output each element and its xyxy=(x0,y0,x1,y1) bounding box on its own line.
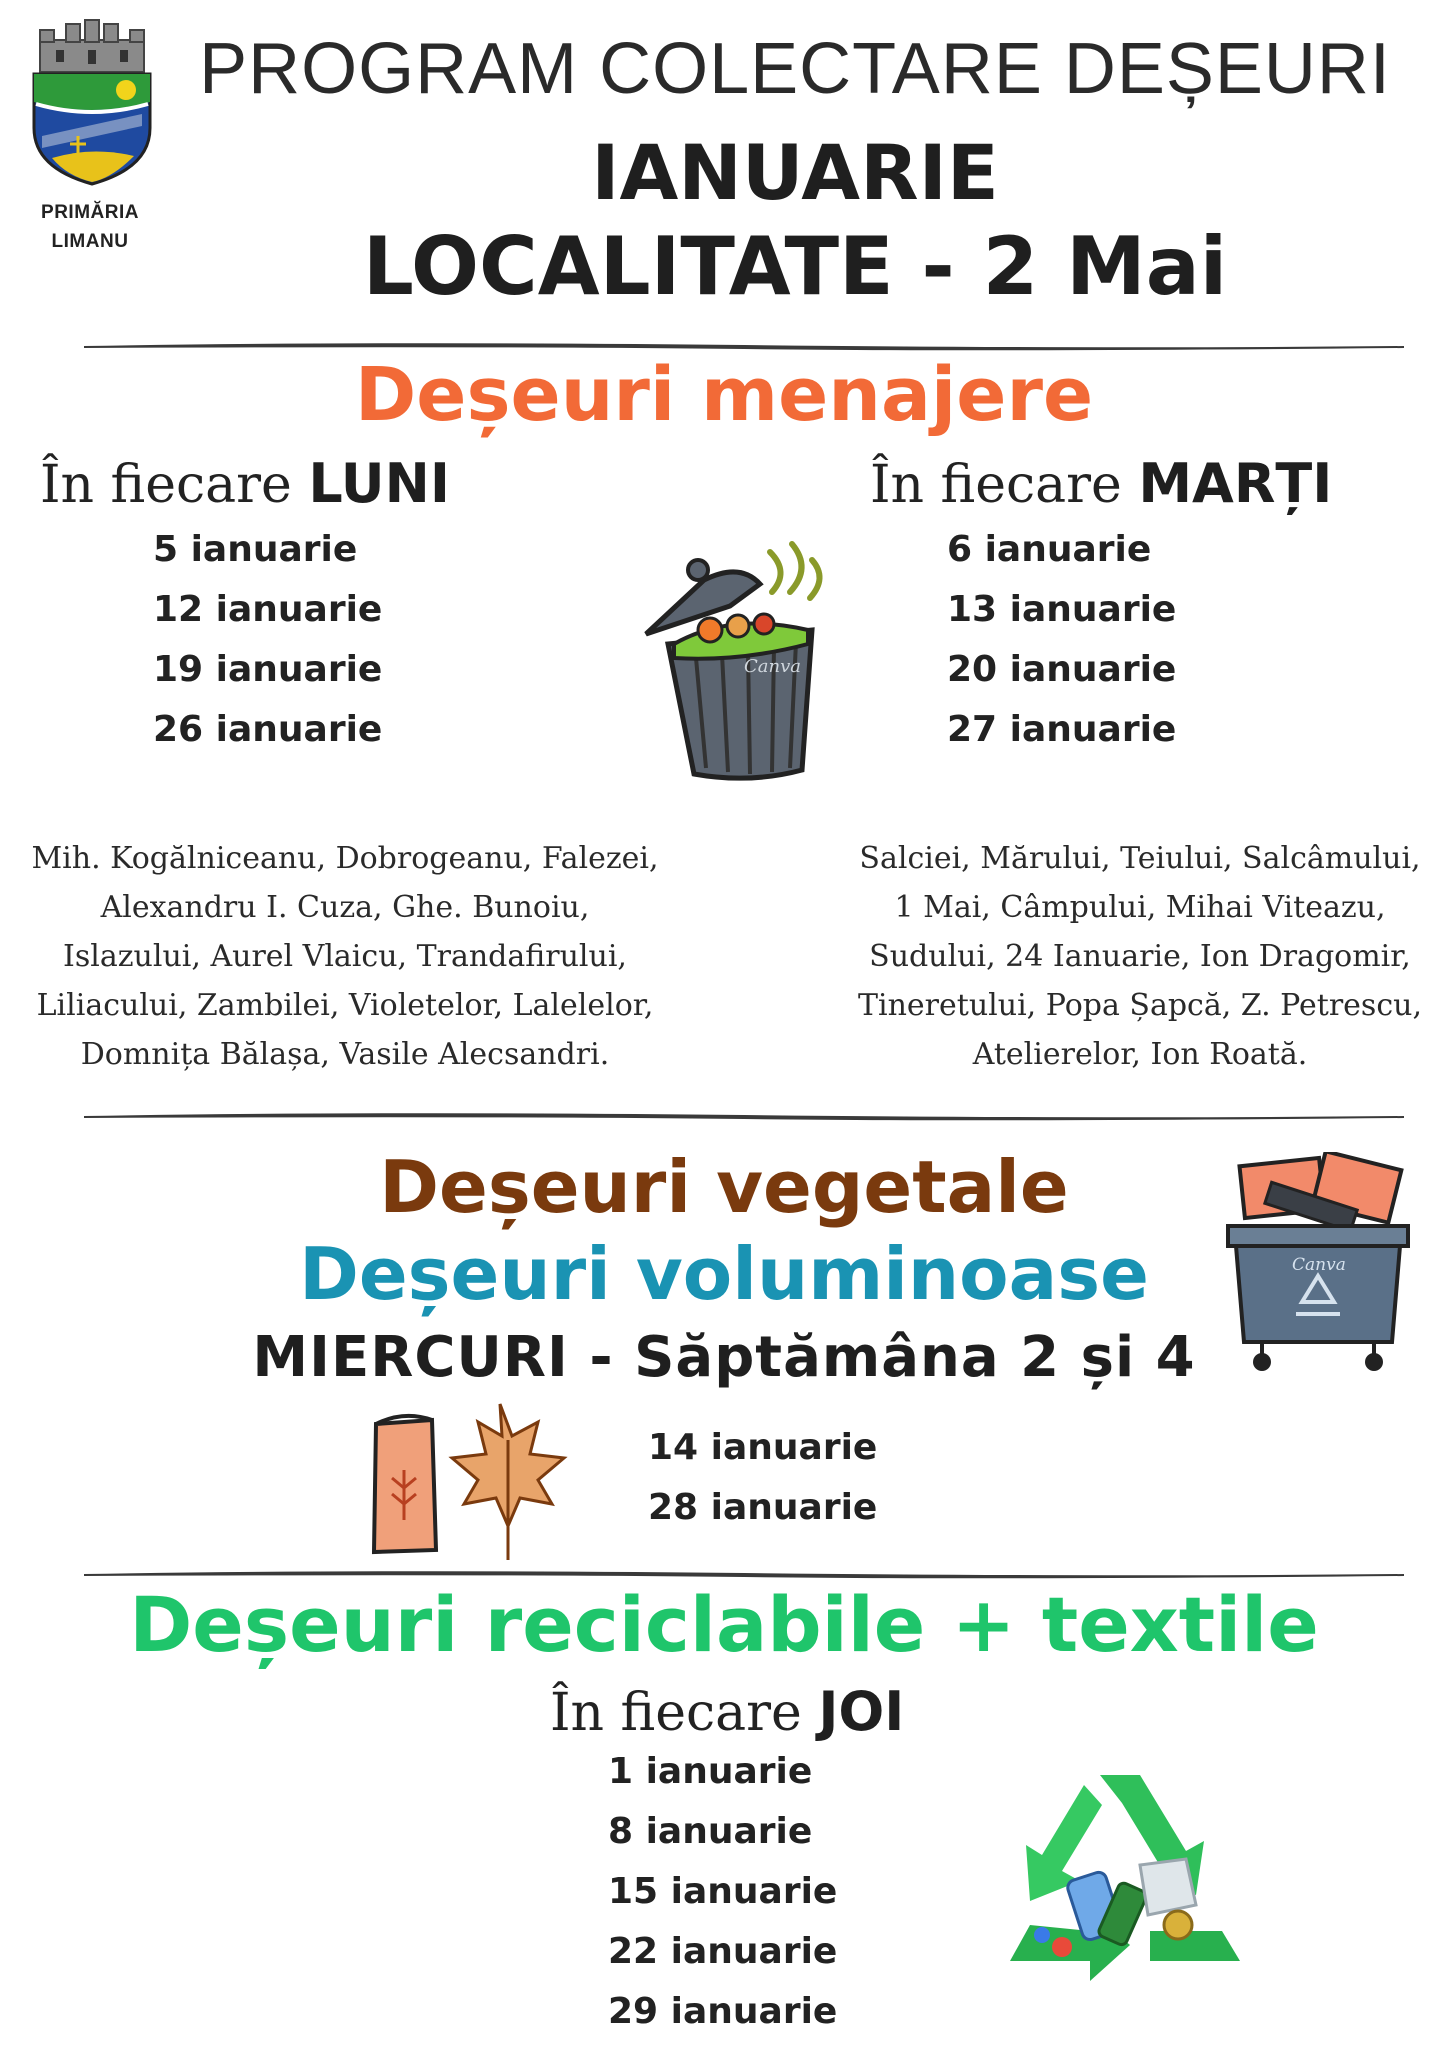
list-item: 29 ianuarie xyxy=(608,1991,838,2032)
list-item: Salciei, Mărului, Teiului, Salcâmului, xyxy=(859,841,1421,876)
list-item: 19 ianuarie xyxy=(153,649,383,690)
list-item: Atelierelor, Ion Roată. xyxy=(972,1037,1308,1072)
list-item: 12 ianuarie xyxy=(153,589,383,630)
list-item: 22 ianuarie xyxy=(608,1931,838,1972)
list-item: 15 ianuarie xyxy=(608,1871,838,1912)
list-item: 1 ianuarie xyxy=(608,1751,813,1792)
section-heading-menajere: Deșeuri menajere xyxy=(354,352,1094,438)
bulky-waste-container-icon xyxy=(1222,1152,1414,1374)
day-prefix: În fiecare xyxy=(870,455,1122,515)
day-prefix: În fiecare xyxy=(550,1683,802,1743)
divider xyxy=(84,340,1404,352)
day-label-marti xyxy=(870,452,1332,515)
list-item: Mih. Kogălniceanu, Dobrogeanu, Falezei, xyxy=(31,841,659,876)
month-title: IANUARIE xyxy=(591,128,999,217)
schedule-text: MIERCURI - Săptămâna 2 și 4 xyxy=(252,1325,1196,1390)
list-item: Alexandru I. Cuza, Ghe. Bunoiu, xyxy=(100,890,590,925)
streets-list-marti xyxy=(840,834,1440,1079)
streets-list-luni xyxy=(20,834,670,1079)
logo-caption-line1: PRIMĂRIA xyxy=(41,202,139,223)
day-name: MARȚI xyxy=(1138,452,1333,515)
date-list-miercuri xyxy=(648,1418,877,1538)
recycle-symbol-icon xyxy=(990,1755,1255,1995)
day-prefix: În fiecare xyxy=(40,455,292,515)
locality-title: LOCALITATE - 2 Mai xyxy=(362,220,1228,313)
maple-leaf-icon xyxy=(452,1404,564,1560)
list-item: Liliacului, Zambilei, Violetelor, Lalelelor, xyxy=(36,988,654,1023)
logo-caption-line2: LIMANU xyxy=(51,231,129,252)
list-item: 20 ianuarie xyxy=(947,649,1177,690)
garbage-bin-icon xyxy=(640,532,860,792)
list-item: Sudului, 24 Ianuarie, Ion Dragomir, xyxy=(869,939,1411,974)
svg-text:Canva: Canva xyxy=(744,656,801,677)
list-item: 1 Mai, Câmpului, Mihai Viteazu, xyxy=(894,890,1386,925)
divider xyxy=(84,1568,1404,1580)
list-item: 26 ianuarie xyxy=(153,709,383,750)
list-item: 28 ianuarie xyxy=(648,1487,878,1528)
list-item: 6 ianuarie xyxy=(947,529,1152,570)
list-item: 5 ianuarie xyxy=(153,529,358,570)
list-item: Islazului, Aurel Vlaicu, Trandafirului, xyxy=(63,939,627,974)
section-heading-vegetale: Deșeuri vegetale xyxy=(379,1145,1069,1229)
divider xyxy=(84,1110,1404,1122)
date-list-luni xyxy=(153,520,382,760)
day-name: JOI xyxy=(818,1680,905,1743)
list-item: 27 ianuarie xyxy=(947,709,1177,750)
list-item: 14 ianuarie xyxy=(648,1427,878,1468)
date-list-joi xyxy=(608,1742,837,2042)
date-list-marti xyxy=(947,520,1176,760)
day-name: LUNI xyxy=(308,452,450,515)
list-item: Domnița Bălașa, Vasile Alecsandri. xyxy=(80,1037,610,1072)
section-heading-voluminoase: Deșeuri voluminoase xyxy=(299,1232,1149,1316)
logo-caption xyxy=(8,198,172,256)
page-title: PROGRAM COLECTARE DEȘEURI xyxy=(199,29,1391,109)
list-item: 8 ianuarie xyxy=(608,1811,813,1852)
list-item: Tineretului, Popa Șapcă, Z. Petrescu, xyxy=(858,988,1422,1023)
list-item: 13 ianuarie xyxy=(947,589,1177,630)
garden-bag-icon xyxy=(370,1400,570,1565)
svg-text:Canva: Canva xyxy=(1292,1255,1346,1275)
day-label-joi xyxy=(550,1680,904,1743)
day-label-luni xyxy=(40,452,450,515)
section-heading-reciclabile: Deșeuri reciclabile + textile xyxy=(129,1580,1319,1669)
